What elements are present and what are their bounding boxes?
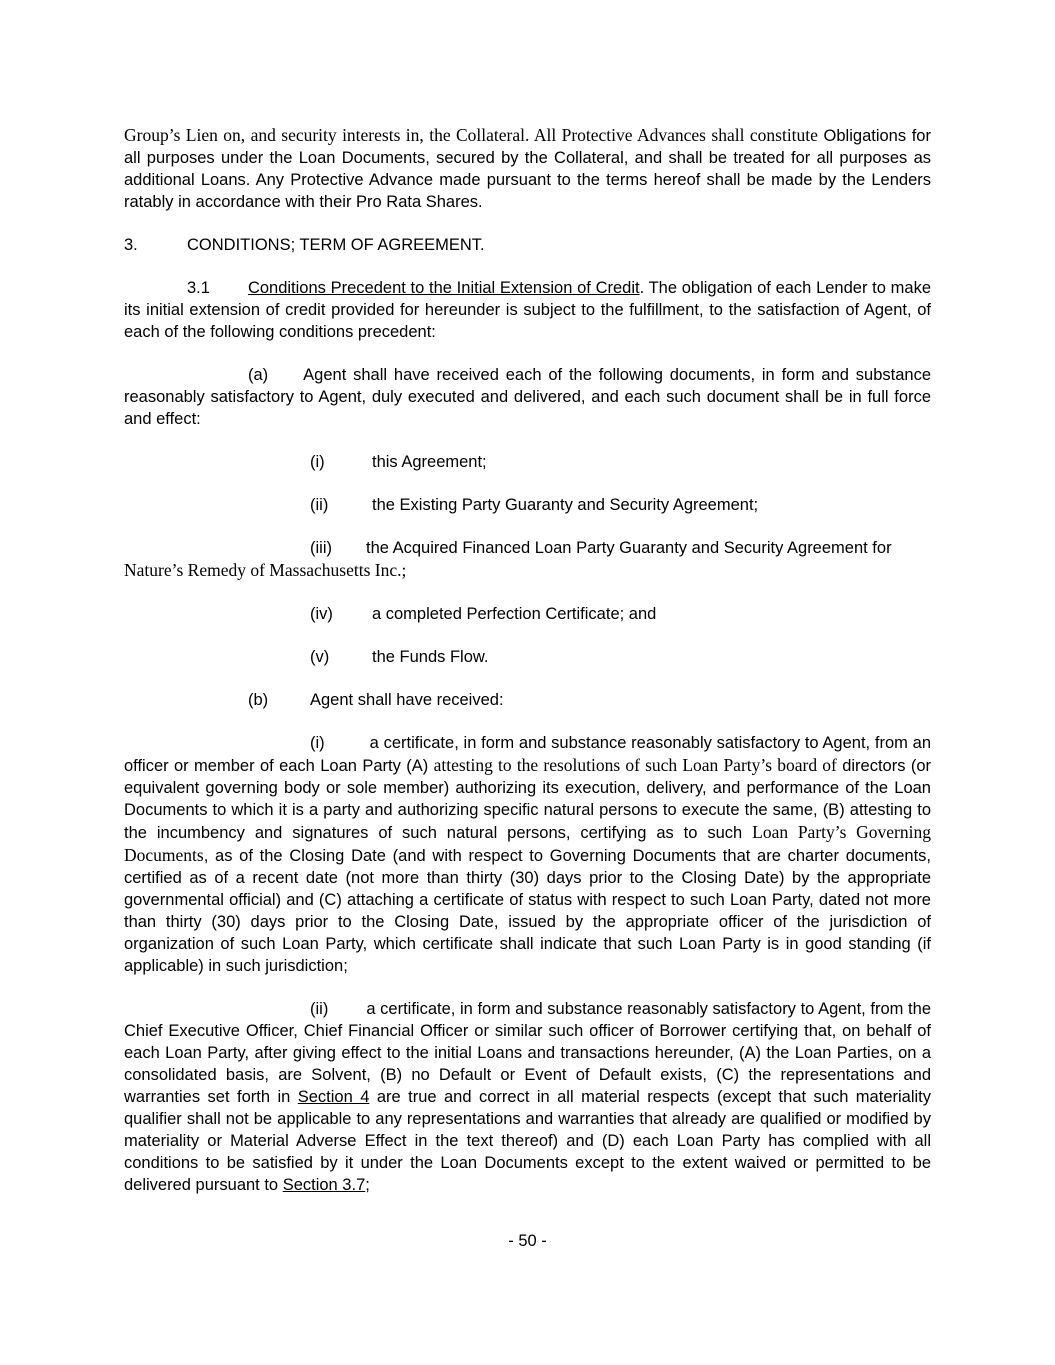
section-3-heading [124, 234, 931, 256]
intro-paragraph [124, 124, 931, 213]
clause-a-item-i [124, 451, 931, 473]
item-label: (i) [310, 453, 325, 471]
item-text-1: a certificate, in form and substance reasonably satisfactory to Agent, from an officer or member of each Loan Party (A) [124, 734, 931, 775]
item-text-3: ; [365, 1176, 370, 1194]
item-label: (i) [310, 734, 325, 752]
page-number: - 50 - [508, 1232, 547, 1250]
clause-a-item-v [124, 646, 931, 668]
clause-a-label: (a) [248, 366, 269, 384]
clause-b-text: Agent shall have received: [310, 691, 504, 709]
item-text-3: directors (or equivalent governing body or sole member) authorizing its execution, delivery, and performance of the Loan Documents to which it is a party and authorizing specific natural persons to execute the same, (B) attesting to the incumbency and signatures of such natural persons, certifying as to such [124, 757, 931, 842]
section-3-title: CONDITIONS; TERM OF AGREEMENT. [187, 236, 485, 254]
item-text-4: Loan Party’s Governing Documents [124, 822, 932, 865]
item-label: (ii) [310, 1000, 329, 1018]
item-label: (iii) [310, 539, 332, 557]
item-text: the Acquired Financed Loan Party Guaranty and Security Agreement for [366, 539, 892, 557]
item-label: (v) [310, 648, 330, 666]
item-text-5: , as of the Closing Date (and with respect to Governing Documents that are charter documents, certified as of a recent date (not more than thirty (30) days prior to the Closing Date) by the appropriate governmental official) and (C) attaching a certificate of status with respect to such Loan Party, dated not more than thirty (30) days prior to the Closing Date, issued by the appropriate officer of the jurisdiction of organization of such Loan Party, which certificate shall indicate that such Loan Party is in good standing (if applicable) in such jurisdiction; [124, 847, 931, 975]
intro-text: Obligations for all purposes under the Loan Documents, secured by the Collateral, and shall be treated for all purposes as additional Loans. Any Protective Advance made pursuant to the terms hereof shall be made by the Lenders ratably in accordance with their Pro Rata Shares. [124, 127, 931, 211]
section-3-number: 3. [124, 236, 138, 254]
item-text-1: a certificate, in form and substance reasonably satisfactory to Agent, from the Chief Executive Officer, Chief Financial Officer or similar such officer of Borrower certifying that, on behalf of each Loan Party, after giving effect to the initial Loans and transactions hereunder, (A) the Loan Parties, on a consolidated basis, are Solvent, (B) no Default or Event of Default exists, (C) the representations and warranties set forth in [124, 1000, 931, 1106]
clause-b-item-i [124, 732, 931, 977]
section-3-1-number: 3.1 [187, 279, 210, 297]
item-label: (iv) [310, 605, 333, 623]
section-3-1-paragraph [124, 277, 931, 343]
clause-b-item-ii [124, 998, 931, 1196]
clause-b-heading [124, 689, 931, 711]
item-text: the Funds Flow. [372, 648, 489, 666]
item-text-2: are true and correct in all material respects (except that such materiality qualifier shall not be applicable to any representations and warranties that already are qualified or modified by materiality or Material Adverse Effect in the text thereof) and (D) each Loan Party has complied with all conditions to be satisfied by it under the Loan Documents except to the extent waived or permitted to be delivered pursuant to [124, 1088, 931, 1194]
item-text: the Existing Party Guaranty and Security Agreement; [372, 496, 759, 514]
item-label: (ii) [310, 496, 329, 514]
clause-b-label: (b) [248, 691, 269, 709]
intro-serif-text: Group’s Lien on, and security interests in, the Collateral. All Protective Advances shall constitute [124, 125, 818, 145]
clause-a-paragraph [124, 364, 931, 430]
item-text: a completed Perfection Certificate; and [372, 605, 657, 623]
clause-a-item-ii [124, 494, 931, 516]
item-continuation: Nature’s Remedy of Massachusetts Inc.; [124, 560, 407, 580]
section-3-1-text: . The obligation of each Lender to make its initial extension of credit provided for hereunder is subject to the fulfillment, to the satisfaction of Agent, of each of the following conditions precedent: [124, 279, 931, 341]
clause-a-item-iii [124, 537, 931, 582]
document-page [124, 124, 931, 1196]
section-3-7-link: Section 3.7 [282, 1176, 366, 1194]
clause-a-item-iv [124, 603, 931, 625]
section-4-link: Section 4 [297, 1088, 370, 1106]
clause-a-text: Agent shall have received each of the following documents, in form and substance reasonably satisfactory to Agent, duly executed and delivered, and each such document shall be in full force and effect: [124, 366, 931, 428]
section-3-1-title: Conditions Precedent to the Initial Extension of Credit [247, 279, 640, 297]
item-text: this Agreement; [372, 453, 487, 471]
item-text-2: attesting to the resolutions of such Loan Party’s board of [433, 755, 837, 775]
